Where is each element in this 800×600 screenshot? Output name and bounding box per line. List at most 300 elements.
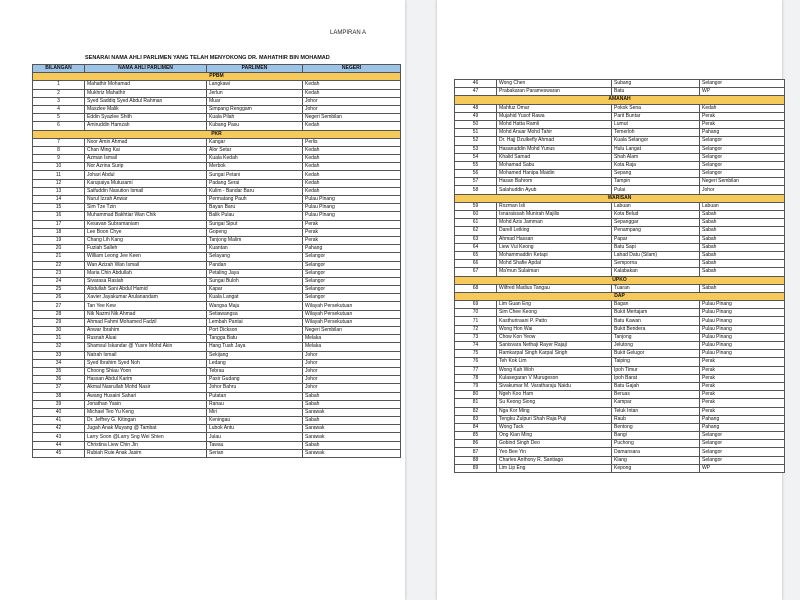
mp-name-cell: Darell Leiking bbox=[497, 227, 612, 235]
row-number-cell: 15 bbox=[33, 204, 85, 212]
row-number-cell: 33 bbox=[33, 351, 85, 359]
mp-name-cell: Eddin Syazlee Shith bbox=[85, 114, 207, 122]
table-row bbox=[455, 284, 785, 292]
row-number-cell: 6 bbox=[33, 122, 85, 130]
row-number-cell: 75 bbox=[455, 350, 497, 358]
negeri-cell: Sarawak bbox=[303, 408, 401, 416]
mp-name-cell: Muhammad Bakhtiar Wan Chik bbox=[85, 212, 207, 220]
negeri-cell: Johor bbox=[303, 376, 401, 384]
negeri-cell: Sabah bbox=[700, 260, 785, 268]
row-number-cell: 3 bbox=[33, 97, 85, 105]
parlimen-cell: Kuala Langat bbox=[207, 294, 303, 302]
negeri-cell: Sarawak bbox=[303, 449, 401, 457]
table-row bbox=[33, 277, 401, 285]
mp-name-cell: Prabakaran Parameswaran bbox=[497, 88, 612, 96]
negeri-cell: Selangor bbox=[700, 161, 785, 169]
table-row bbox=[455, 178, 785, 186]
row-number-cell: 22 bbox=[33, 261, 85, 269]
parlimen-cell: Labuan bbox=[612, 202, 700, 210]
negeri-cell: Selangor bbox=[303, 261, 401, 269]
parlimen-cell: Jerlun bbox=[207, 89, 303, 97]
parlimen-cell: Sepang bbox=[612, 170, 700, 178]
mp-name-cell: Anwar Ibrahim bbox=[85, 327, 207, 335]
mp-name-cell: Saifuddin Nasution Ismail bbox=[85, 187, 207, 195]
parlimen-cell: Batu bbox=[612, 88, 700, 96]
table-row bbox=[33, 327, 401, 335]
table-row bbox=[33, 343, 401, 351]
negeri-cell: Sabah bbox=[700, 219, 785, 227]
mp-name-cell: Xavier Jayakumar Arulanandam bbox=[85, 294, 207, 302]
negeri-cell: Selangor bbox=[700, 170, 785, 178]
table-row bbox=[33, 253, 401, 261]
mp-name-cell: Choong Shiau Yoon bbox=[85, 367, 207, 375]
negeri-cell: Selangor bbox=[700, 448, 785, 456]
table-row bbox=[33, 105, 401, 113]
table-row bbox=[455, 235, 785, 243]
negeri-cell: Pulau Pinang bbox=[303, 196, 401, 204]
mp-name-cell: Teh Kok Lim bbox=[497, 358, 612, 366]
row-number-cell: 73 bbox=[455, 333, 497, 341]
row-number-cell: 74 bbox=[455, 342, 497, 350]
row-number-cell: 85 bbox=[455, 432, 497, 440]
table-row bbox=[455, 219, 785, 227]
parlimen-cell: Bagan bbox=[612, 301, 700, 309]
parlimen-cell: Puchong bbox=[612, 440, 700, 448]
row-number-cell: 16 bbox=[33, 212, 85, 220]
parlimen-cell: Tebrau bbox=[207, 367, 303, 375]
table-row bbox=[33, 220, 401, 228]
mp-name-cell: Rubiah Ruie Anak Jasim bbox=[85, 449, 207, 457]
negeri-cell: Pulau Pinang bbox=[700, 317, 785, 325]
table-row bbox=[33, 97, 401, 105]
table-row bbox=[455, 112, 785, 120]
negeri-cell: Sabah bbox=[700, 235, 785, 243]
parlimen-cell: Putatan bbox=[207, 392, 303, 400]
parlimen-cell: Batu Sapi bbox=[612, 243, 700, 251]
table-row bbox=[455, 317, 785, 325]
mp-name-cell: Wong Hon Wai bbox=[497, 325, 612, 333]
mp-name-cell: Chan Ming Kai bbox=[85, 146, 207, 154]
negeri-cell: Selangor bbox=[303, 269, 401, 277]
parlimen-cell: Penampang bbox=[612, 227, 700, 235]
document-title: SENARAI NAMA AHLI PARLIMEN YANG TELAH MENYOKONG DR. MAHATHIR BIN MOHAMAD bbox=[85, 55, 330, 61]
negeri-cell: Negeri Sembilan bbox=[700, 178, 785, 186]
parlimen-cell: Sungai Siput bbox=[207, 220, 303, 228]
mp-name-cell: Larry Soon @Larry Sng Wei Shien bbox=[85, 433, 207, 441]
negeri-cell: Selangor bbox=[700, 440, 785, 448]
table-row bbox=[33, 171, 401, 179]
row-number-cell: 8 bbox=[33, 146, 85, 154]
mp-name-cell: Tan Yee Kew bbox=[85, 302, 207, 310]
negeri-cell: Sabah bbox=[700, 284, 785, 292]
party-section-label: DAP bbox=[455, 292, 785, 300]
table-row bbox=[33, 236, 401, 244]
row-number-cell: 64 bbox=[455, 243, 497, 251]
table-row bbox=[33, 196, 401, 204]
row-number-cell: 23 bbox=[33, 269, 85, 277]
table-row bbox=[33, 408, 401, 416]
negeri-cell: Perak bbox=[303, 220, 401, 228]
negeri-cell: Perlis bbox=[303, 138, 401, 146]
mp-name-cell: Wong Tack bbox=[497, 423, 612, 431]
negeri-cell: Selangor bbox=[303, 286, 401, 294]
table-body-right bbox=[455, 80, 785, 473]
table-row bbox=[455, 366, 785, 374]
parlimen-cell: Sepanggar bbox=[612, 219, 700, 227]
mp-name-cell: Shamsul Iskandar @ Yusre Mohd Akin bbox=[85, 343, 207, 351]
mp-name-cell: Mahfuz Omar bbox=[497, 104, 612, 112]
table-row bbox=[455, 440, 785, 448]
mp-name-cell: Isnaraissah Munirah Majilis bbox=[497, 211, 612, 219]
parlimen-cell: Tanjong Malim bbox=[207, 236, 303, 244]
parlimen-cell: Beruas bbox=[612, 391, 700, 399]
table-row bbox=[455, 350, 785, 358]
parlimen-cell: Teluk Intan bbox=[612, 407, 700, 415]
negeri-cell: Selangor bbox=[303, 253, 401, 261]
mp-name-cell: Sivarasa Rasiah bbox=[85, 277, 207, 285]
parlimen-cell: Ipoh Timur bbox=[612, 366, 700, 374]
row-number-cell: 71 bbox=[455, 317, 497, 325]
parlimen-cell: Subang bbox=[612, 80, 700, 88]
table-row bbox=[455, 301, 785, 309]
negeri-cell: Johor bbox=[303, 105, 401, 113]
negeri-cell: Pahang bbox=[700, 423, 785, 431]
mp-name-cell: Ong Kian Ming bbox=[497, 432, 612, 440]
mp-name-cell: Salahuddin Ayub bbox=[497, 186, 612, 194]
negeri-cell: Pahang bbox=[700, 415, 785, 423]
parlimen-cell: Damansara bbox=[612, 448, 700, 456]
negeri-cell: Johor bbox=[303, 384, 401, 392]
row-number-cell: 25 bbox=[33, 286, 85, 294]
table-row bbox=[33, 212, 401, 220]
table-row bbox=[33, 228, 401, 236]
row-number-cell: 72 bbox=[455, 325, 497, 333]
parlimen-cell: Taiping bbox=[612, 358, 700, 366]
parlimen-cell: Alor Setar bbox=[207, 146, 303, 154]
table-row bbox=[33, 245, 401, 253]
mp-name-cell: Michael Teo Yu Keng bbox=[85, 408, 207, 416]
negeri-cell: Kedah bbox=[303, 179, 401, 187]
table-row bbox=[33, 400, 401, 408]
table-row bbox=[455, 153, 785, 161]
mp-name-cell: Chang Lih Kang bbox=[85, 236, 207, 244]
parlimen-cell: Kota Belud bbox=[612, 211, 700, 219]
parlimen-cell: Kalabakan bbox=[612, 268, 700, 276]
row-number-cell: 77 bbox=[455, 366, 497, 374]
table-row bbox=[455, 145, 785, 153]
parlimen-cell: Bukit Mertajam bbox=[612, 309, 700, 317]
table-row bbox=[33, 441, 401, 449]
parlimen-cell: Keningau bbox=[207, 417, 303, 425]
table-row bbox=[455, 268, 785, 276]
negeri-cell: Johor bbox=[303, 351, 401, 359]
negeri-cell: Sabah bbox=[700, 268, 785, 276]
negeri-cell: Sabah bbox=[700, 227, 785, 235]
negeri-cell: Kedah bbox=[303, 81, 401, 89]
parlimen-cell: Semporna bbox=[612, 260, 700, 268]
mp-name-cell: Sim Chee Keong bbox=[497, 309, 612, 317]
mp-name-cell: Wong Chen bbox=[497, 80, 612, 88]
negeri-cell: Pulau Pinang bbox=[700, 301, 785, 309]
parlimen-cell: Lubok Antu bbox=[207, 425, 303, 433]
mp-name-cell: Wilfred Madius Tangau bbox=[497, 284, 612, 292]
table-row bbox=[455, 161, 785, 169]
mp-name-cell: Liew Vui Keong bbox=[497, 243, 612, 251]
negeri-cell: Perak bbox=[700, 112, 785, 120]
parlimen-cell: Pulai bbox=[612, 186, 700, 194]
party-section-label: WARISAN bbox=[455, 194, 785, 202]
parlimen-cell: Pokok Sena bbox=[612, 104, 700, 112]
row-number-cell: 49 bbox=[455, 112, 497, 120]
row-number-cell: 12 bbox=[33, 179, 85, 187]
negeri-cell: Pulau Pinang bbox=[303, 204, 401, 212]
negeri-cell: Perak bbox=[700, 366, 785, 374]
table-row bbox=[455, 399, 785, 407]
row-number-cell: 69 bbox=[455, 301, 497, 309]
mp-table-left bbox=[32, 64, 401, 458]
mp-name-cell: Jugah Anak Muyang @ Tambat bbox=[85, 425, 207, 433]
row-number-cell: 5 bbox=[33, 114, 85, 122]
parlimen-cell: Parit Buntar bbox=[612, 112, 700, 120]
parlimen-cell: Petaling Jaya bbox=[207, 269, 303, 277]
table-row bbox=[33, 367, 401, 375]
mp-table-right bbox=[454, 79, 785, 473]
mp-name-cell: Nurul Izzah Anwar bbox=[85, 196, 207, 204]
row-number-cell: 1 bbox=[33, 81, 85, 89]
row-number-cell: 14 bbox=[33, 196, 85, 204]
mp-name-cell: Kesavan Subramaniam bbox=[85, 220, 207, 228]
table-row bbox=[33, 155, 401, 163]
mp-name-cell: Khalid Samad bbox=[497, 153, 612, 161]
mp-name-cell: Maria Chin Abdullah bbox=[85, 269, 207, 277]
negeri-cell: Sabah bbox=[700, 243, 785, 251]
row-number-cell: 30 bbox=[33, 327, 85, 335]
parlimen-cell: Kangar bbox=[207, 138, 303, 146]
table-row bbox=[455, 170, 785, 178]
table-row bbox=[33, 351, 401, 359]
mp-name-cell: Hasanuddin Mohd Yunus bbox=[497, 145, 612, 153]
row-number-cell: 46 bbox=[455, 80, 497, 88]
mp-name-cell: Mujahid Yusof Rawa bbox=[497, 112, 612, 120]
table-row bbox=[455, 129, 785, 137]
row-number-cell: 11 bbox=[33, 171, 85, 179]
row-number-cell: 62 bbox=[455, 227, 497, 235]
negeri-cell: Wilayah Persekutuan bbox=[303, 302, 401, 310]
negeri-cell: Selangor bbox=[700, 145, 785, 153]
mp-name-cell: Ahmad Fahmi Mohamed Fadzil bbox=[85, 318, 207, 326]
parlimen-cell: Gopeng bbox=[207, 228, 303, 236]
row-number-cell: 88 bbox=[455, 456, 497, 464]
row-number-cell: 58 bbox=[455, 186, 497, 194]
mp-name-cell: Karupaiya Mutusami bbox=[85, 179, 207, 187]
table-row bbox=[455, 309, 785, 317]
table-row bbox=[455, 88, 785, 96]
negeri-cell: Sarawak bbox=[303, 425, 401, 433]
table-row bbox=[33, 384, 401, 392]
mp-name-cell: Ramkarpal Singh Karpal Singh bbox=[497, 350, 612, 358]
row-number-cell: 70 bbox=[455, 309, 497, 317]
mp-name-cell: Jonathan Yasin bbox=[85, 400, 207, 408]
parlimen-cell: Balik Pulau bbox=[207, 212, 303, 220]
party-section-row bbox=[455, 194, 785, 202]
row-number-cell: 28 bbox=[33, 310, 85, 318]
parlimen-cell: Permatang Pauh bbox=[207, 196, 303, 204]
parlimen-cell: Hulu Langat bbox=[612, 145, 700, 153]
parlimen-cell: Langkawi bbox=[207, 81, 303, 89]
row-number-cell: 76 bbox=[455, 358, 497, 366]
negeri-cell: Perak bbox=[303, 236, 401, 244]
mp-name-cell: Christina Liew Chin Jin bbox=[85, 441, 207, 449]
table-row bbox=[455, 456, 785, 464]
mp-name-cell: Natrah Ismail bbox=[85, 351, 207, 359]
mp-name-cell: Mohd Shafie Apdal bbox=[497, 260, 612, 268]
table-row bbox=[33, 138, 401, 146]
party-section-row bbox=[455, 96, 785, 104]
header-nama: NAMA AHLI PARLIMEN bbox=[85, 65, 207, 73]
negeri-cell: Kedah bbox=[303, 171, 401, 179]
parlimen-cell: Lembah Pantai bbox=[207, 318, 303, 326]
lampiran-label: LAMPIRAN A bbox=[330, 30, 367, 36]
row-number-cell: 17 bbox=[33, 220, 85, 228]
row-number-cell: 40 bbox=[33, 408, 85, 416]
negeri-cell: Selangor bbox=[303, 277, 401, 285]
negeri-cell: Pahang bbox=[303, 245, 401, 253]
negeri-cell: Pulau Pinang bbox=[303, 212, 401, 220]
parlimen-cell: Kuantan bbox=[207, 245, 303, 253]
negeri-cell: Johor bbox=[303, 359, 401, 367]
row-number-cell: 36 bbox=[33, 376, 85, 384]
negeri-cell: Labuan bbox=[700, 202, 785, 210]
negeri-cell: Sarawak bbox=[303, 433, 401, 441]
row-number-cell: 89 bbox=[455, 464, 497, 472]
table-row bbox=[33, 433, 401, 441]
table-row bbox=[455, 342, 785, 350]
table-row bbox=[455, 227, 785, 235]
parlimen-cell: Bentong bbox=[612, 423, 700, 431]
parlimen-cell: Muar bbox=[207, 97, 303, 105]
table-row bbox=[33, 286, 401, 294]
parlimen-cell: Tuaran bbox=[612, 284, 700, 292]
parlimen-cell: Batu Gajah bbox=[612, 382, 700, 390]
negeri-cell: Sabah bbox=[303, 400, 401, 408]
negeri-cell: Kedah bbox=[303, 163, 401, 171]
mp-name-cell: Nik Nazmi Nik Ahmad bbox=[85, 310, 207, 318]
mp-name-cell: Mohammaddin Ketapi bbox=[497, 251, 612, 259]
header-bilangan: BILANGAN bbox=[33, 65, 85, 73]
negeri-cell: Sabah bbox=[700, 211, 785, 219]
row-number-cell: 34 bbox=[33, 359, 85, 367]
negeri-cell: Sabah bbox=[303, 392, 401, 400]
header-parlimen: PARLIMEN bbox=[207, 65, 303, 73]
header-negeri: NEGERI bbox=[303, 65, 401, 73]
negeri-cell: Pulau Pinang bbox=[700, 325, 785, 333]
table-row bbox=[455, 432, 785, 440]
row-number-cell: 56 bbox=[455, 170, 497, 178]
negeri-cell: Perak bbox=[700, 391, 785, 399]
mp-name-cell: Lim Guan Eng bbox=[497, 301, 612, 309]
party-section-label: PKR bbox=[33, 130, 401, 138]
parlimen-cell: Papar bbox=[612, 235, 700, 243]
mp-name-cell: Fuziah Salleh bbox=[85, 245, 207, 253]
row-number-cell: 59 bbox=[455, 202, 497, 210]
table-row bbox=[455, 391, 785, 399]
row-number-cell: 21 bbox=[33, 253, 85, 261]
row-number-cell: 53 bbox=[455, 145, 497, 153]
parlimen-cell: Jelutong bbox=[612, 342, 700, 350]
mp-name-cell: Mohamed Hanipa Maidin bbox=[497, 170, 612, 178]
row-number-cell: 65 bbox=[455, 251, 497, 259]
row-number-cell: 48 bbox=[455, 104, 497, 112]
row-number-cell: 2 bbox=[33, 89, 85, 97]
mp-name-cell: Lee Boon Chye bbox=[85, 228, 207, 236]
party-section-label: AMANAH bbox=[455, 96, 785, 104]
row-number-cell: 4 bbox=[33, 105, 85, 113]
parlimen-cell: Kota Raja bbox=[612, 161, 700, 169]
negeri-cell: Kedah bbox=[303, 89, 401, 97]
party-section-row bbox=[33, 73, 401, 81]
mp-name-cell: Wan Azizah Wan Ismail bbox=[85, 261, 207, 269]
row-number-cell: 54 bbox=[455, 153, 497, 161]
table-row bbox=[33, 376, 401, 384]
mp-name-cell: Noor Amin Ahmad bbox=[85, 138, 207, 146]
table-row bbox=[33, 335, 401, 343]
row-number-cell: 78 bbox=[455, 374, 497, 382]
row-number-cell: 83 bbox=[455, 415, 497, 423]
parlimen-cell: Kampar bbox=[612, 399, 700, 407]
mp-name-cell: Mukhriz Mahathir bbox=[85, 89, 207, 97]
parlimen-cell: Klang bbox=[612, 456, 700, 464]
table-row bbox=[33, 294, 401, 302]
row-number-cell: 63 bbox=[455, 235, 497, 243]
table-row bbox=[455, 104, 785, 112]
table-row bbox=[33, 417, 401, 425]
table-row bbox=[455, 407, 785, 415]
mp-name-cell: Hasan Bahrom bbox=[497, 178, 612, 186]
parlimen-cell: Kuala Selangor bbox=[612, 137, 700, 145]
mp-name-cell: Amiruddin Hamzah bbox=[85, 122, 207, 130]
row-number-cell: 18 bbox=[33, 228, 85, 236]
row-number-cell: 26 bbox=[33, 294, 85, 302]
mp-name-cell: Wong Kah Woh bbox=[497, 366, 612, 374]
parlimen-cell: Batu Kawan bbox=[612, 317, 700, 325]
row-number-cell: 66 bbox=[455, 260, 497, 268]
mp-name-cell: Syed Ibrahim Syed Noh bbox=[85, 359, 207, 367]
row-number-cell: 44 bbox=[33, 441, 85, 449]
mp-name-cell: Nor Azrina Surip bbox=[85, 163, 207, 171]
parlimen-cell: Selayang bbox=[207, 253, 303, 261]
parlimen-cell: Kuala Pilah bbox=[207, 114, 303, 122]
negeri-cell: Selangor bbox=[700, 456, 785, 464]
row-number-cell: 57 bbox=[455, 178, 497, 186]
negeri-cell: Johor bbox=[303, 367, 401, 375]
table-row bbox=[33, 114, 401, 122]
negeri-cell: Kedah bbox=[303, 146, 401, 154]
party-section-label: PPBM bbox=[33, 73, 401, 81]
row-number-cell: 27 bbox=[33, 302, 85, 310]
mp-name-cell: Tengku Zulpuri Shah Raja Puji bbox=[497, 415, 612, 423]
mp-name-cell: Su Keong Siong bbox=[497, 399, 612, 407]
mp-name-cell: Akmal Nasrullah Mohd Nasir bbox=[85, 384, 207, 392]
parlimen-cell: Hang Tuah Jaya bbox=[207, 343, 303, 351]
party-section-label: UPKO bbox=[455, 276, 785, 284]
table-row bbox=[33, 318, 401, 326]
table-row bbox=[455, 464, 785, 472]
parlimen-cell: Kulim - Bandar Baru bbox=[207, 187, 303, 195]
mp-name-cell: Abdullah Sani Abdul Hamid bbox=[85, 286, 207, 294]
parlimen-cell: Sekijang bbox=[207, 351, 303, 359]
parlimen-cell: Ipoh Barat bbox=[612, 374, 700, 382]
negeri-cell: Pulau Pinang bbox=[700, 333, 785, 341]
